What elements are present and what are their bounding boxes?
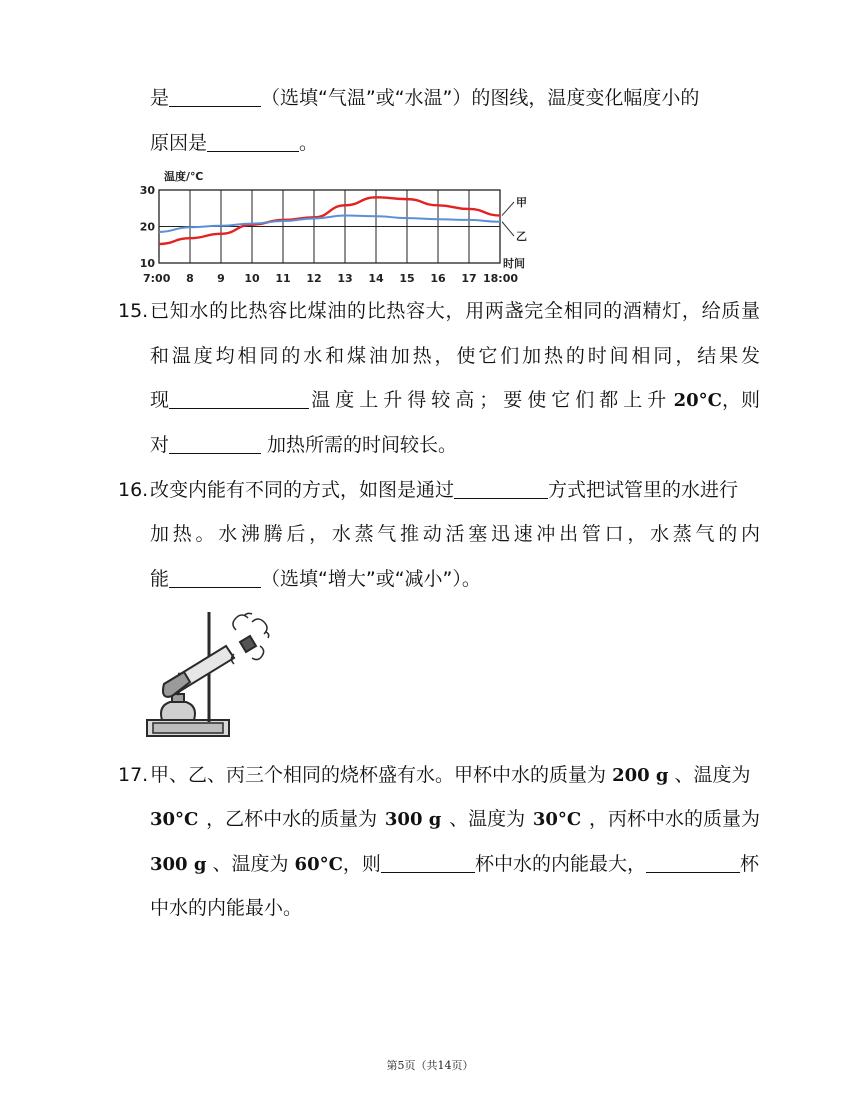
q16-line-1: 改变内能有不同的方式，如图是通过 方式把试管里的水进行 xyxy=(150,479,739,501)
legend-label: 甲 xyxy=(516,196,527,209)
legend-label: 乙 xyxy=(516,230,527,243)
q15-line-4: 对 加热所需的时间较长。 xyxy=(150,434,458,456)
temperature-value: 30°C xyxy=(532,809,582,830)
x-tick-label: 17 xyxy=(461,272,477,285)
y-tick-label: 20 xyxy=(140,220,155,234)
page-footer: 第5页（共14页） xyxy=(386,1059,474,1072)
answer-blank[interactable] xyxy=(454,478,548,499)
q15-number: 15. xyxy=(118,300,149,322)
temperature-value: 20°C xyxy=(673,390,722,411)
answer-blank[interactable] xyxy=(207,131,299,152)
test-tube-apparatus-illustration xyxy=(140,602,280,747)
temperature-value: 30°C xyxy=(150,809,199,830)
q16-number: 16. xyxy=(118,479,149,501)
answer-blank[interactable] xyxy=(169,433,261,454)
x-tick-label: 9 xyxy=(217,272,225,285)
q14-line-2: 原因是 。 xyxy=(150,132,319,154)
y-tick-label: 30 xyxy=(140,184,155,197)
q16-line-3: 能 （选填“增大”或“减小”）。 xyxy=(150,568,481,590)
answer-blank[interactable] xyxy=(381,852,475,873)
x-tick-label: 8 xyxy=(186,272,194,285)
chart-legend xyxy=(502,196,527,243)
answer-blank[interactable] xyxy=(169,388,309,409)
q17-number: 17. xyxy=(118,764,149,786)
q15-line-1: 已知水的比热容比煤油的比热容大，用两盏完全相同的酒精灯，给质量 xyxy=(150,300,760,322)
chart-xlabel: 时间 xyxy=(503,257,525,270)
chart-ylabel: 温度/℃ xyxy=(164,170,204,183)
temperature-value: 60°C xyxy=(294,854,343,875)
q17-line-3: 300 g 、温度为 60°C，则 杯中水的内能最大， 杯 xyxy=(150,853,759,875)
x-tick-label: 10 xyxy=(244,272,260,285)
mass-value: 300 g xyxy=(150,854,207,875)
q17-line-2: 30°C ，乙杯中水的质量为 300 g 、温度为 30°C ，丙杯中水的质量为 xyxy=(150,805,760,834)
series-line-jia xyxy=(159,197,500,244)
series-line-yi xyxy=(159,216,500,232)
q17-line-4: 中水的内能最小。 xyxy=(150,897,303,919)
y-tick-label: 10 xyxy=(140,257,155,270)
chart-y-ticks xyxy=(140,184,155,270)
q14-line-1: 是 （选填“气温”或“水温”）的图线，温度变化幅度小的 xyxy=(150,87,700,109)
q15-line-2: 和温度均相同的水和煤油加热，使它们加热的时间相同，结果发 xyxy=(150,345,760,367)
answer-blank[interactable] xyxy=(169,86,261,107)
temperature-chart xyxy=(140,170,540,288)
x-tick-label: 15 xyxy=(399,272,415,285)
answer-blank[interactable] xyxy=(169,567,261,588)
x-tick-label: 14 xyxy=(368,272,384,285)
mass-value: 300 g xyxy=(384,809,442,830)
legend-leader-line xyxy=(502,222,514,236)
q17-line-1: 甲、乙、丙三个相同的烧杯盛有水。甲杯中水的质量为 200 g 、温度为 xyxy=(150,764,751,786)
q16-line-2: 加热。水沸腾后，水蒸气推动活塞迅速冲出管口，水蒸气的内 xyxy=(150,523,760,545)
x-tick-label: 18:00 xyxy=(482,272,518,285)
x-tick-label: 12 xyxy=(306,272,322,285)
x-tick-label: 16 xyxy=(430,272,446,285)
x-tick-label: 11 xyxy=(275,272,291,285)
q15-line-3: 现 温度上升得较高；要使它们都上升 20°C，则 xyxy=(150,389,760,411)
legend-leader-line xyxy=(502,202,514,216)
x-tick-label: 7:00 xyxy=(143,272,171,285)
x-tick-label: 13 xyxy=(337,272,353,285)
answer-blank[interactable] xyxy=(646,852,740,873)
mass-value: 200 g xyxy=(612,765,669,786)
chart-series xyxy=(159,197,500,244)
chart-x-ticks xyxy=(143,272,518,285)
